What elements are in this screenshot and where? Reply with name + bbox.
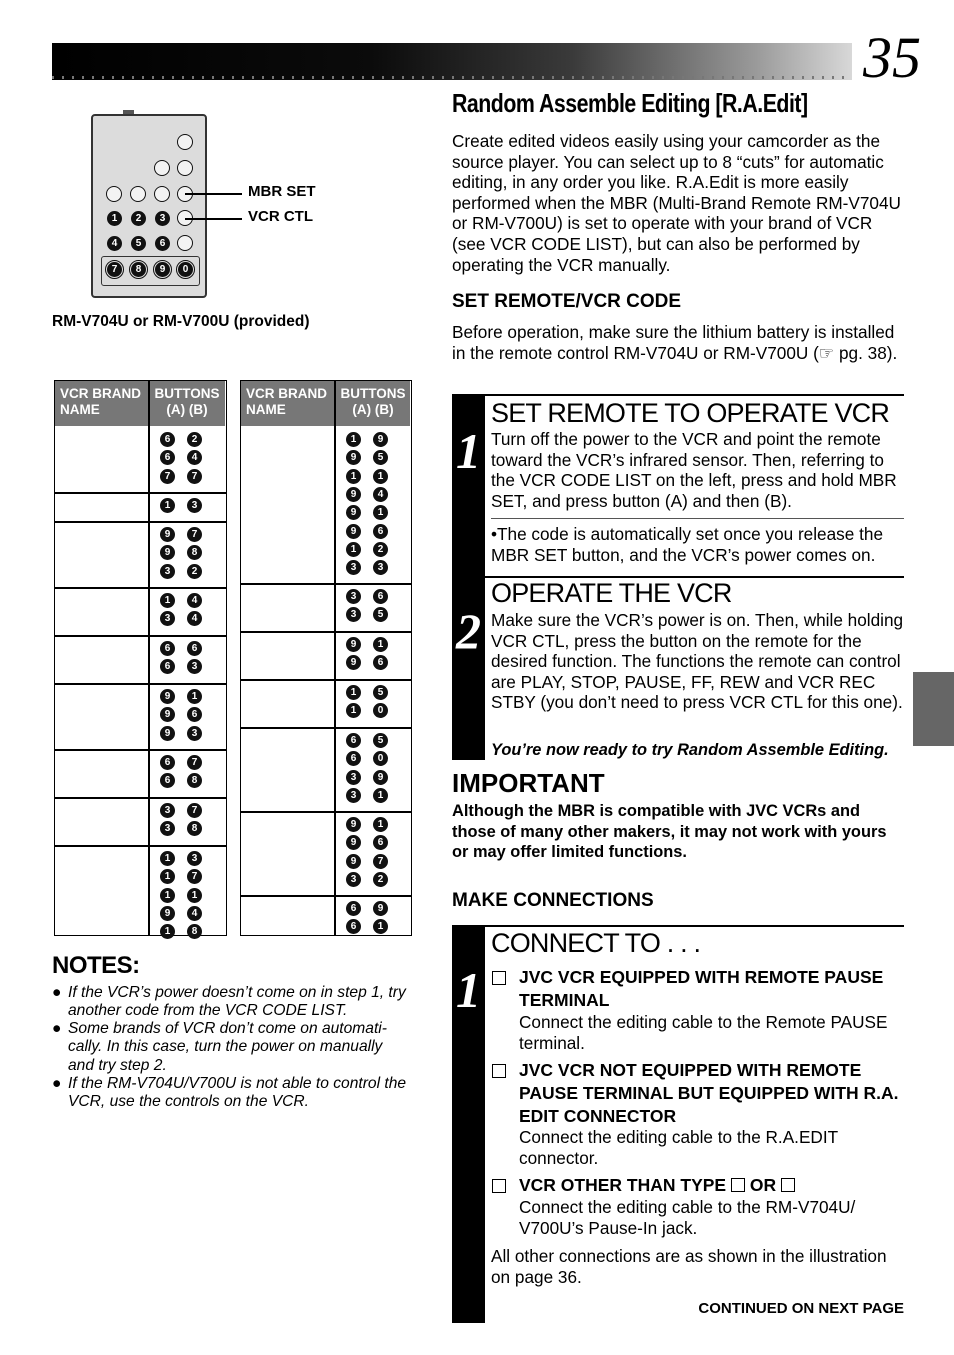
code-digit: 9 (160, 689, 175, 704)
code-digit: 9 (373, 901, 388, 916)
code-digit: 6 (373, 835, 388, 850)
option1-text: Connect the editing cable to the Remote PAUSE terminal. (519, 1012, 888, 1053)
code-digit: 1 (346, 542, 361, 557)
code-digit: 8 (187, 924, 202, 939)
code-digit: 1 (160, 851, 175, 866)
inline-checkbox (781, 1178, 795, 1192)
code-digit: 2 (187, 432, 202, 447)
code-digit: 1 (373, 505, 388, 520)
code-digit: 6 (160, 432, 175, 447)
remote-key-2: 2 (131, 211, 146, 226)
remote-button (177, 160, 193, 176)
header-brand: VCR BRAND NAME (246, 386, 327, 417)
code-digit: 3 (346, 788, 361, 803)
code-digit: 9 (346, 505, 361, 520)
code-digit: 1 (160, 924, 175, 939)
code-digit: 7 (187, 803, 202, 818)
code-digit: 1 (346, 703, 361, 718)
code-digit: 7 (187, 869, 202, 884)
code-digit: 9 (160, 726, 175, 741)
remote-caption: RM-V704U or RM-V700U (provided) (52, 313, 310, 330)
option1-title: JVC VCR EQUIPPED WITH REMOTE PAUSE TERMINAL (519, 967, 884, 1010)
code-digit: 3 (160, 564, 175, 579)
remote-key-6: 6 (155, 236, 170, 251)
code-digit: 6 (373, 524, 388, 539)
code-digit: 1 (346, 685, 361, 700)
code-digit: 8 (187, 545, 202, 560)
set-remote-text: Before operation, make sure the lithium battery is installed in the remote control RM-V704U or RM-V700U (☞ pg. 38). (452, 322, 898, 363)
table-row (55, 426, 226, 492)
code-digit: 3 (346, 872, 361, 887)
code-digit: 9 (346, 637, 361, 652)
code-digit: 7 (187, 755, 202, 770)
step-number: 2 (456, 603, 481, 659)
callout-vcr-ctl: VCR CTL (248, 208, 313, 225)
code-digit: 3 (187, 498, 202, 513)
code-digit: 7 (187, 527, 202, 542)
code-digit: 1 (346, 432, 361, 447)
code-digit: 6 (160, 773, 175, 788)
option3-title: VCR OTHER THAN TYPE OR (519, 1174, 904, 1197)
table-row (241, 679, 411, 727)
code-digit: 6 (187, 641, 202, 656)
code-digit: 6 (373, 589, 388, 604)
table-row (241, 583, 411, 631)
code-digit: 9 (346, 450, 361, 465)
remote-key-7: 7 (107, 262, 122, 277)
table-row (55, 587, 226, 635)
table-row (55, 492, 226, 521)
header-bar (52, 43, 852, 80)
remote-key-3: 3 (155, 211, 170, 226)
code-digit: 7 (187, 469, 202, 484)
code-digit: 2 (187, 564, 202, 579)
step1-bullet: •The code is automatically set once you release the MBR SET button, and the VCR’s power comes on. (491, 524, 883, 565)
header-brand: VCR BRAND NAME (60, 386, 141, 417)
code-digit: 2 (373, 872, 388, 887)
code-digit: 7 (373, 854, 388, 869)
table-row (241, 727, 411, 811)
callout-mbr-set: MBR SET (248, 183, 316, 200)
step2-note: You’re now ready to try Random Assemble Editing. (491, 741, 889, 759)
rule (485, 394, 904, 396)
code-digit: 1 (373, 817, 388, 832)
vcr-code-table-left (54, 380, 227, 936)
code-digit: 6 (160, 450, 175, 465)
code-digit: 9 (373, 770, 388, 785)
code-digit: 3 (346, 770, 361, 785)
note-item: ● Some brands of VCR don’t come on automati-cally. In this case, turn the power on manually and try step 2. (52, 1020, 387, 1074)
code-digit: 6 (346, 733, 361, 748)
remote-key-9: 9 (155, 262, 170, 277)
code-digit: 3 (187, 726, 202, 741)
code-digit: 4 (373, 487, 388, 502)
code-digit: 8 (187, 821, 202, 836)
header-dots (52, 76, 852, 79)
inline-checkbox (731, 1178, 745, 1192)
code-digit: 1 (346, 469, 361, 484)
code-digit: 1 (373, 637, 388, 652)
code-digit: 3 (160, 821, 175, 836)
option-checkbox (492, 971, 506, 985)
code-digit: 9 (160, 906, 175, 921)
remote-button (130, 186, 146, 202)
code-digit: 9 (160, 527, 175, 542)
table-header (241, 381, 410, 426)
other-connections-text: All other connections are as shown in the illustration on page 36. (491, 1246, 887, 1287)
code-digit: 5 (373, 607, 388, 622)
remote-button (154, 186, 170, 202)
set-remote-heading: SET REMOTE/VCR CODE (452, 291, 682, 312)
option2-title: JVC VCR NOT EQUIPPED WITH REMOTE PAUSE TERMINAL BUT EQUIPPED WITH R.A. EDIT CONNECTOR (519, 1060, 899, 1126)
code-digit: 1 (187, 888, 202, 903)
vcr-code-table-right (240, 380, 412, 936)
code-digit: 6 (346, 919, 361, 934)
table-row (55, 683, 226, 749)
code-digit: 1 (187, 689, 202, 704)
connections-heading: MAKE CONNECTIONS (452, 890, 654, 911)
code-digit: 6 (160, 641, 175, 656)
remote-key-1: 1 (107, 211, 122, 226)
code-digit: 9 (373, 432, 388, 447)
code-digit: 9 (346, 524, 361, 539)
header-buttons: BUTTONS (A) (B) (154, 386, 220, 417)
callout-line (185, 218, 242, 220)
code-digit: 3 (187, 659, 202, 674)
option-checkbox (492, 1064, 506, 1078)
code-digit: 3 (346, 607, 361, 622)
notes-title: NOTES: (52, 952, 140, 979)
remote-key-0: 0 (178, 262, 193, 277)
table-row (241, 426, 411, 583)
code-digit: 6 (346, 901, 361, 916)
code-digit: 1 (160, 498, 175, 513)
code-digit: 3 (187, 851, 202, 866)
code-digit: 1 (373, 919, 388, 934)
code-digit: 9 (346, 835, 361, 850)
callout-line (185, 193, 242, 195)
option-checkbox (492, 1179, 506, 1193)
important-heading: IMPORTANT (452, 768, 605, 798)
note-item: ● If the VCR’s power doesn’t come on in step 1, try another code from the VCR CODE LIST. (52, 984, 406, 1020)
code-digit: 0 (373, 703, 388, 718)
code-digit: 9 (346, 487, 361, 502)
code-digit: 3 (346, 560, 361, 575)
page-number: 35 (863, 25, 921, 90)
rule (491, 518, 904, 519)
code-digit: 6 (160, 755, 175, 770)
code-digit: 5 (373, 450, 388, 465)
code-digit: 6 (373, 655, 388, 670)
code-digit: 9 (160, 545, 175, 560)
code-digit: 1 (160, 593, 175, 608)
remote-button (154, 160, 170, 176)
code-digit: 6 (160, 659, 175, 674)
code-digit: 3 (160, 803, 175, 818)
code-digit: 9 (346, 655, 361, 670)
code-digit: 1 (373, 788, 388, 803)
code-digit: 6 (187, 707, 202, 722)
code-digit: 1 (160, 869, 175, 884)
step1-title: SET REMOTE TO OPERATE VCR (491, 398, 890, 428)
code-digit: 4 (187, 593, 202, 608)
step2-text: Make sure the VCR’s power is on. Then, while holding VCR CTL, press the button on the remote for the desired function. The functions the remote can control are PLAY, STOP, PAUSE, FF, REW and VCR REC STBY (you don’t need to press VCR CTL for this one). (491, 610, 904, 713)
remote-button (106, 186, 122, 202)
table-row (241, 811, 411, 895)
page-title: Random Assemble Editing [R.A.Edit] (452, 88, 808, 118)
code-digit: 5 (373, 733, 388, 748)
header-buttons: BUTTONS (A) (B) (340, 386, 406, 417)
continued-label: CONTINUED ON NEXT PAGE (698, 1300, 904, 1317)
connect-title: CONNECT TO . . . (491, 928, 701, 958)
code-digit: 6 (346, 751, 361, 766)
code-digit: 1 (160, 888, 175, 903)
note-item: ● If the RM-V704U/V700U is not able to control the VCR, use the controls on the VCR. (52, 1075, 407, 1111)
code-digit: 0 (373, 751, 388, 766)
code-digit: 4 (187, 906, 202, 921)
code-digit: 9 (160, 707, 175, 722)
table-row (55, 797, 226, 845)
code-digit: 8 (187, 773, 202, 788)
code-digit: 3 (346, 589, 361, 604)
step2-title: OPERATE THE VCR (491, 578, 732, 608)
option3-text: Connect the editing cable to the RM-V704U/ V700U’s Pause-In jack. (519, 1197, 856, 1238)
step-number: 1 (456, 962, 481, 1018)
code-digit: 9 (346, 854, 361, 869)
step-number: 1 (456, 423, 481, 479)
code-digit: 2 (373, 542, 388, 557)
code-digit: 5 (373, 685, 388, 700)
table-row (55, 635, 226, 683)
table-row (241, 631, 411, 679)
remote-key-5: 5 (131, 236, 146, 251)
remote-button (177, 235, 193, 251)
code-digit: 9 (346, 817, 361, 832)
code-digit: 3 (373, 560, 388, 575)
remote-button (177, 134, 193, 150)
code-digit: 7 (160, 469, 175, 484)
step1-text: Turn off the power to the VCR and point the remote toward the VCR’s infrared sensor. Then, referring to the VCR CODE LIST on the left, press and hold MBR SET, and press button (A) and then (B). (491, 429, 897, 511)
remote-key-4: 4 (107, 236, 122, 251)
table-row (55, 521, 226, 587)
intro-paragraph: Create edited videos easily using your camcorder as the source player. You can select up to 8 “cuts” for automatic editing, in any order you like. R.A.Edit is more easily performed when the MBR (Multi-Brand Remote RM-V704U or RM-V700U) is set to operate with your brand of VCR (see VCR CODE LIST), but can also be performed by operating the VCR manually. (452, 131, 901, 275)
code-digit: 3 (160, 611, 175, 626)
table-row (55, 749, 226, 797)
table-row (241, 895, 411, 943)
rule (485, 925, 904, 927)
code-digit: 4 (187, 611, 202, 626)
option2-text: Connect the editing cable to the R.A.EDIT connector. (519, 1127, 838, 1168)
section-tab (913, 672, 954, 746)
table-row (55, 845, 226, 948)
code-digit: 1 (373, 469, 388, 484)
important-text: Although the MBR is compatible with JVC VCRs and those of many other makers, it may not work with yours or may offer limited functions. (452, 802, 887, 862)
code-digit: 4 (187, 450, 202, 465)
remote-key-8: 8 (131, 262, 146, 277)
table-header (55, 381, 225, 426)
